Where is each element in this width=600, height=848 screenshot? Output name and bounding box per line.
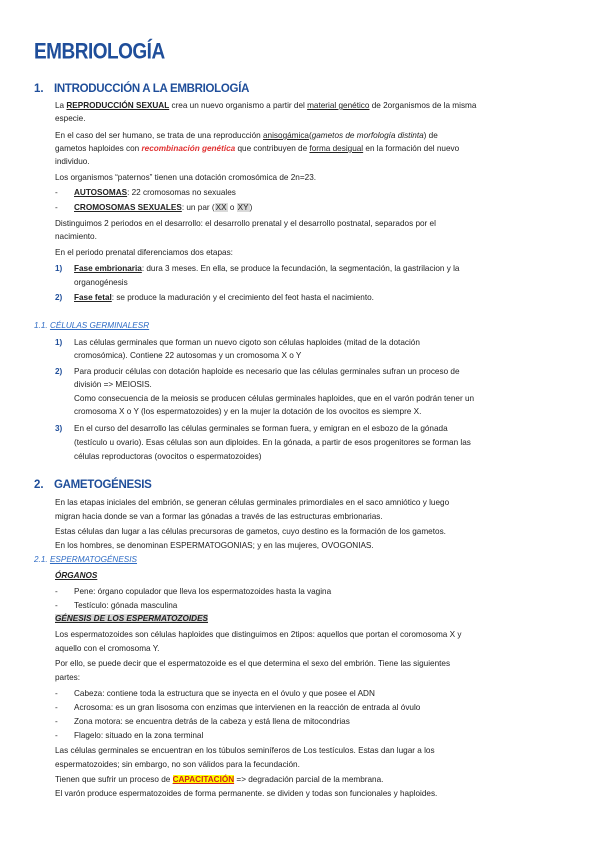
section-title: INTRODUCCIÓN A LA EMBRIOLOGÍA	[54, 83, 250, 95]
list-item-text: CROMOSOMAS SEXUALES: un par (XX o XY)	[74, 203, 253, 212]
list-number: 2)	[55, 367, 63, 376]
paragraph-line: individuo.	[55, 157, 90, 166]
paragraph-line: Distinguimos 2 periodos en el desarrollo: el desarrollo prenatal y el desarrollo postnatal, separados por el	[55, 219, 436, 228]
list-item-text: células reproductoras (ovocitos o espermatozoides)	[74, 452, 262, 461]
paragraph-line: En las etapas iniciales del embrión, se generan células germinales primordiales en el saco amniótico y luego	[55, 498, 450, 507]
section-number: 1.	[34, 83, 44, 95]
list-item-text: Fase fetal: se produce la maduración y el crecimiento del feot hasta el nacimiento.	[74, 293, 374, 302]
list-number: 3)	[55, 424, 63, 433]
list-item-text: Fase embrionaria: dura 3 meses. En ella, se produce la fecundación, la segmentación, la gastrilacion y la	[74, 264, 460, 273]
list-number: 2)	[55, 293, 63, 302]
paragraph-line: En el caso del ser humano, se trata de una reproducción anisogámica(gametos de morfología distinta) de	[55, 131, 438, 140]
paragraph-line: Tienen que sufrir un proceso de CAPACITACIÓN => degradación parcial de la membrana.	[55, 775, 384, 784]
paragraph-line: El varón produce espermatozoides de forma permanente. se dividen y todas son funcionales y haploides.	[55, 789, 438, 798]
paragraph-line: Estas células dan lugar a las células precursoras de gametos, cuyo destino es la formación de los gametos.	[55, 527, 446, 536]
list-item: -	[55, 703, 58, 712]
list-item: -	[55, 203, 58, 212]
paragraph-line: partes:	[55, 673, 81, 682]
list-item-text: división => MEIOSIS.	[74, 380, 152, 389]
paragraph-line: Los organismos “paternos” tienen una dotación cromosómica de 2n=23.	[55, 173, 317, 182]
list-item-text: Pene: órgano copulador que lleva los espermatozoides hasta la vagina	[74, 587, 332, 596]
subsection-1-1-heading: 1.1. CÉLULAS GERMINALESR	[34, 321, 150, 330]
list-item-text: Zona motora: se encuentra detrás de la cabeza y está llena de mitocondrias	[74, 717, 350, 726]
paragraph-line: Las células germinales se encuentran en los túbulos seminíferos de Los testículos. Estas dan lugar a los	[55, 746, 435, 755]
paragraph-line: espermatozoides; sin embargo, no son válidos para la fecundación.	[55, 760, 300, 769]
section-1-heading	[34, 83, 249, 95]
paragraph-line: migran hacia donde se van a formar las gónadas a través de las estructuras embrionarias.	[55, 512, 383, 521]
list-item-text: Las células germinales que forman un nuevo cigoto son células haploides (mitad de la dotación	[74, 338, 420, 347]
paragraph-line: especie.	[55, 114, 86, 123]
section-title: GAMETOGÉNESIS	[54, 479, 152, 491]
paragraph-line: aquello con el cromosoma Y.	[55, 644, 160, 653]
list-item-text: AUTOSOMAS: 22 cromosomas no sexuales	[74, 188, 236, 197]
list-item: -	[55, 731, 58, 740]
section-2-heading	[34, 479, 152, 491]
list-item-text: En el curso del desarrollo las células germinales se forman fuera, y emigran en el esbozo de la gónada	[74, 424, 448, 433]
list-number: 1)	[55, 264, 63, 273]
paragraph-line: nacimiento.	[55, 232, 97, 241]
list-item-text: Para producir células con dotación haploide es necesario que las células germinales sufran un proceso de	[74, 367, 460, 376]
paragraph-line: La REPRODUCCIÓN SEXUAL crea un nuevo organismo a partir del material genético de 2organismos de la misma	[55, 101, 477, 110]
section-number: 2.	[34, 479, 44, 491]
list-item: -	[55, 689, 58, 698]
document-title: EMBRIOLOGÍA	[34, 40, 165, 65]
list-item: -	[55, 717, 58, 726]
paragraph-line: Los espermatozoides son células haploides que distinguimos en 2tipos: aquellos que portan el coromosoma X y	[55, 630, 462, 639]
list-item-text: Cabeza: contiene toda la estructura que se inyecta en el óvulo y que posee el ADN	[74, 689, 375, 698]
list-item: -	[55, 587, 58, 596]
list-item-text: Como consecuencia de la meiosis se producen células germinales haploides, que en el varón podrán tener un	[74, 394, 475, 403]
paragraph-line: En el periodo prenatal diferenciamos dos etapas:	[55, 248, 233, 257]
list-number: 1)	[55, 338, 63, 347]
paragraph-line: Por ello, se puede decir que el espermatozoide es el que determina el sexo del embrión. Tiene las siguientes	[55, 659, 451, 668]
list-item-text: Testículo: gónada masculina	[74, 601, 178, 610]
list-item-text: Acrosoma: es un gran lisosoma con enzimas que intervienen en la reacción de entrada al óvulo	[74, 703, 421, 712]
paragraph-line: gametos haploides con recombinación genética que contribuyen de forma desigual en la formación del nuevo	[55, 144, 460, 153]
subsection-2-1-heading: 2.1. ESPERMATOGÉNESIS	[34, 555, 138, 564]
list-item: -	[55, 601, 58, 610]
list-item-text: organogénesis	[74, 278, 128, 287]
list-item-text: cromosómica). Contiene 22 autosomas y un cromosoma X o Y	[74, 351, 302, 360]
paragraph-line: En los hombres, se denominan ESPERMATOGONIAS; y en las mujeres, OVOGONIAS.	[55, 541, 374, 550]
list-item-text: Flagelo: situado en la zona terminal	[74, 731, 204, 740]
genesis-heading: GÉNESIS DE LOS ESPERMATOZOIDES	[55, 614, 209, 623]
list-item-text: (testículo u ovario). Esas células son aun diploides. En la gónada, a partir de esos progenitores se forman las	[74, 438, 471, 447]
list-item: -	[55, 188, 58, 197]
organos-heading: ÓRGANOS	[55, 571, 98, 580]
list-item-text: cromosoma X o Y (los espermatozoides) y en la mujer la dotación de los ovocitos es siempre X.	[74, 407, 422, 416]
